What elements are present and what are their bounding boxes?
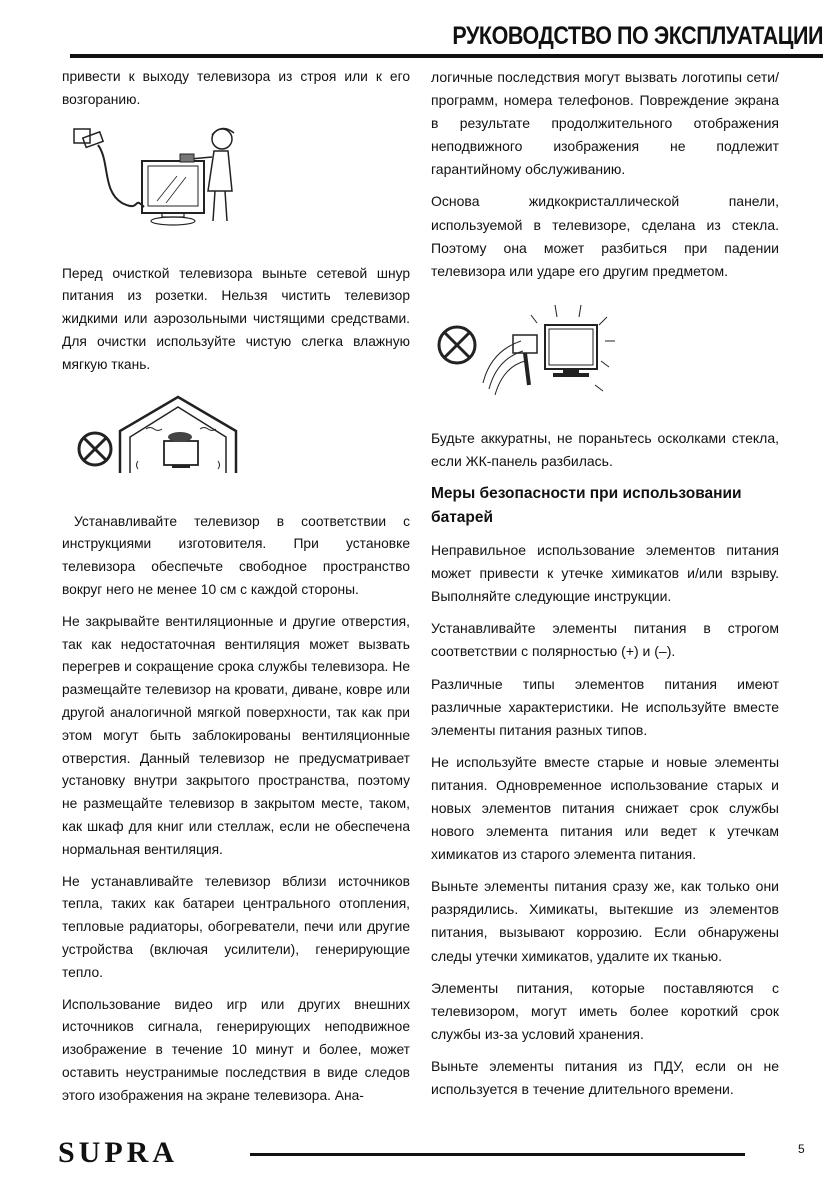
left-paragraph-5: Не устанавливайте телевизор вблизи источников тепла, таких как батареи центрального отопления, тепловые радиаторы, обогреватели, печи или другие устройства (включая усилители), генерирующие тепло.	[62, 873, 410, 980]
right-paragraph-9: Элементы питания, которые поставляются с телевизором, могут иметь более короткий срок службы из-за условий хранения.	[431, 979, 779, 1042]
page-header-title: РУКОВОДСТВО ПО ЭКСПЛУАТАЦИИ	[452, 22, 823, 50]
right-column	[431, 66, 779, 1110]
left-paragraph-1: привести к выходу телевизора из строя или к его возгоранию.	[62, 69, 410, 107]
right-paragraph-8: Выньте элементы питания сразу же, как только они разрядились. Химикаты, вытекшие из элементов питания, вызывают коррозию. Если обнаружены следы утечки химикатов, удалите их тканью.	[431, 878, 779, 964]
no-enclosed-space-illustration	[62, 391, 410, 495]
left-paragraph-3: Устанавливайте телевизор в соответствии с инструкциями изготовителя. При установке телевизора обеспечьте свободное пространство вокруг него не менее 10 см с каждой стороны.	[62, 513, 410, 597]
right-paragraph-2: Основа жидкокристаллической панели, используемой в телевизоре, сделана из стекла. Поэтому она может разбиться при падении телевизора или ударе его другим предметом.	[431, 193, 779, 279]
left-paragraph-2: Перед очисткой телевизора выньте сетевой шнур питания из розетки. Нельзя чистить телевизор жидкими или аэрозольными чистящими средствами. Для очистки используйте чистую слегка влажную мягкую ткань.	[62, 265, 410, 372]
page-number: 5	[798, 1142, 805, 1156]
right-paragraph-3: Будьте аккуратны, не пораньтесь осколками стекла, если ЖК-панель разбилась.	[431, 429, 779, 469]
right-paragraph-6: Различные типы элементов питания имеют различные характеристики. Не используйте вместе элементы питания разных типов.	[431, 675, 779, 738]
right-paragraph-4: Неправильное использование элементов питания может привести к утечке химикатов и/или взрыву. Выполняйте следующие инструкции.	[431, 542, 779, 605]
tv-cleaning-unplug-illustration	[62, 121, 410, 239]
battery-safety-heading: Меры безопасности при использовании батарей	[431, 485, 742, 527]
left-column	[62, 66, 410, 1117]
right-paragraph-7: Не используйте вместе старые и новые элементы питания. Одновременное использование старых и новых элементов питания снижает срок службы нового элемента питания или ведет к утечкам химикатов из старого элемента питания.	[431, 753, 779, 863]
left-paragraph-6: Использование видео игр или других внешних источников сигнала, генерирующих неподвижное изображение в течение 10 минут и более, может оставить неустранимые последствия в виде следов этого изображения на экране телевизора. Ана-	[62, 996, 410, 1103]
footer-rule	[250, 1153, 745, 1156]
right-paragraph-5: Устанавливайте элементы питания в строгом соответствии с полярностью (+) и (–).	[431, 620, 779, 660]
right-paragraph-1: логичные последствия могут вызвать логотипы сети/программ, номера телефонов. Повреждение экрана в результате продолжительного отображения неподвижного изображения не подлежит гарантийному обслуживанию.	[431, 69, 779, 178]
left-paragraph-4: Не закрывайте вентиляционные и другие отверстия, так как недостаточная вентиляция может вызвать перегрев и сокращение срока службы телевизора. Не размещайте телевизор на кровати, диване, ковре или другой аналогичной мягкой поверхности, так как при этом могут быть заблокированы вентиляционные отверстия. Данный телевизор не предусматривает установку внутри закрытого пространства, поэтому не размещайте телевизор в закрытом месте, таком, как шкаф для книг или стеллаж, если не обеспечена нормальная вентиляция.	[62, 613, 410, 857]
supra-logo: SUPRA	[58, 1136, 179, 1169]
right-paragraph-10: Выньте элементы питания из ПДУ, если он не используется в течение длительного времени.	[431, 1057, 779, 1097]
header-rule	[70, 54, 823, 58]
no-impact-illustration	[431, 301, 779, 407]
